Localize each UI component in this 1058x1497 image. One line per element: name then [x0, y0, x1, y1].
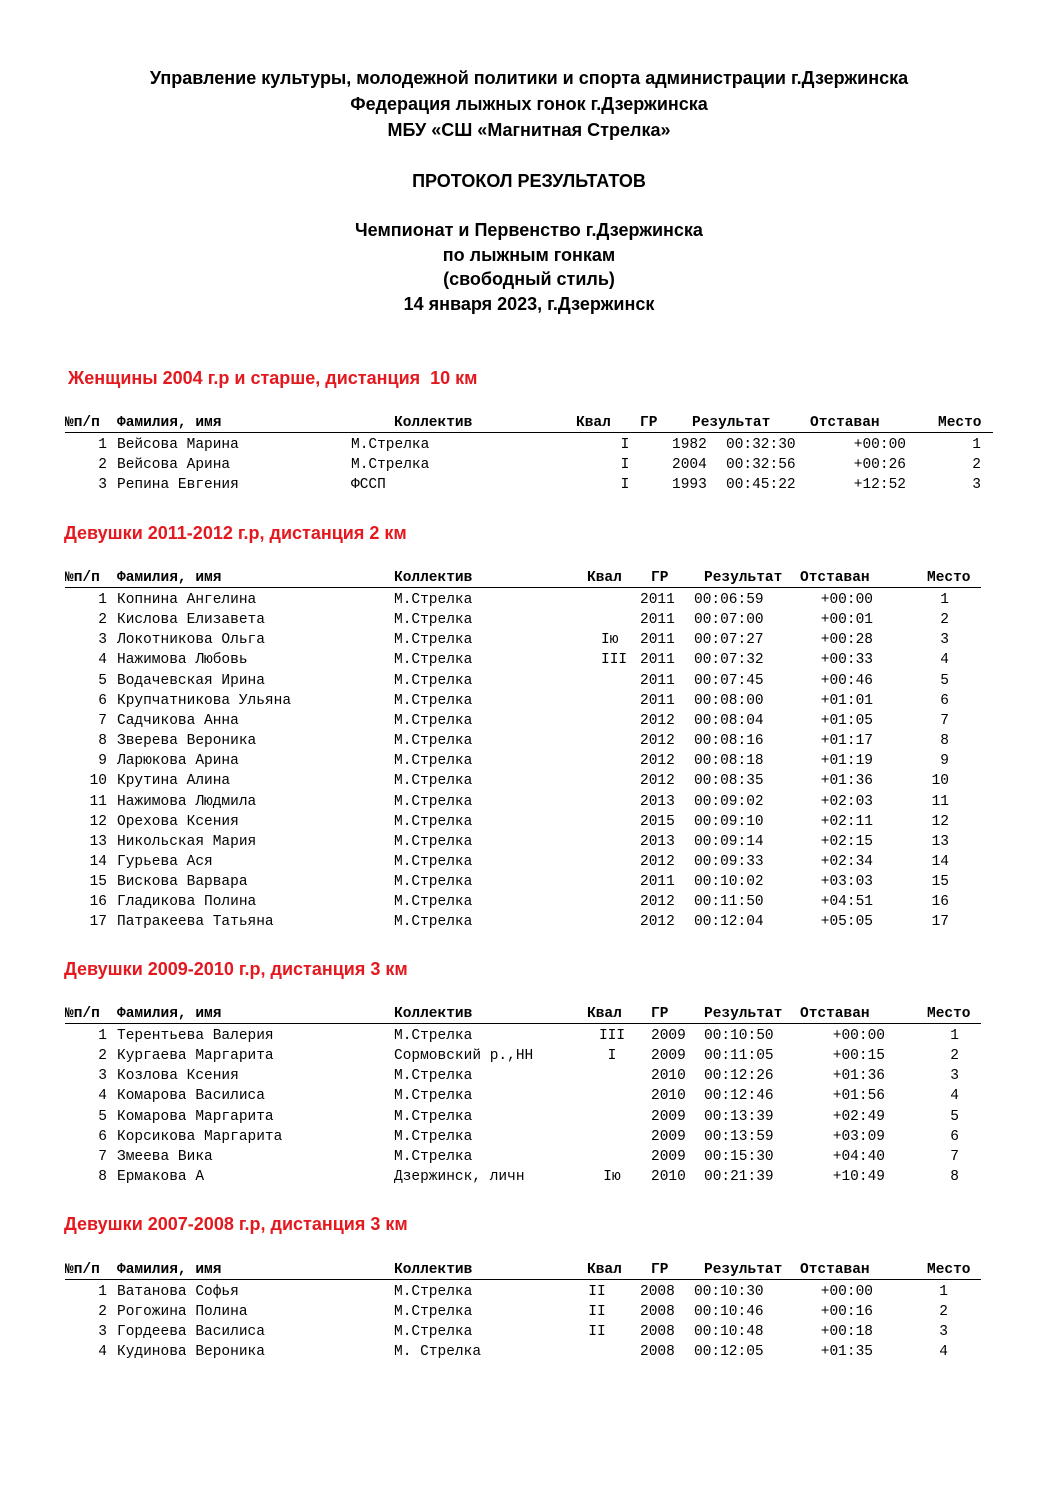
- cell-year: 1982: [672, 437, 707, 453]
- cell-year: 2012: [640, 773, 675, 790]
- cell-year: 2011: [640, 652, 675, 669]
- event-discipline: по лыжным гонкам: [442, 245, 616, 265]
- cell-gap: +01:36: [820, 773, 873, 790]
- cell-result: 00:09:10: [694, 813, 764, 830]
- cell-year: 2015: [640, 813, 675, 830]
- cell-place: 1: [939, 1284, 948, 1300]
- section-title: Девушки 2007-2008 г.р, дистанция 3 км: [64, 1214, 408, 1234]
- cell-name: Козлова Ксения: [117, 1068, 239, 1085]
- cell-name: Ермакова А: [117, 1169, 205, 1186]
- cell-name: Комарова Маргарита: [117, 1108, 274, 1125]
- cell-year: 2010: [651, 1088, 686, 1105]
- cell-team: М.Стрелка: [394, 692, 473, 709]
- cell-gap: +01:36: [832, 1068, 885, 1085]
- cell-place: 8: [950, 1169, 959, 1186]
- cell-year: 2009: [651, 1108, 686, 1125]
- cell-result: 00:10:02: [694, 874, 764, 891]
- cell-team: М.Стрелка: [394, 652, 473, 669]
- cell-num: 5: [98, 672, 107, 689]
- cell-result: 00:09:14: [694, 833, 764, 850]
- cell-place: 7: [950, 1148, 959, 1165]
- cell-qual: II: [588, 1304, 606, 1321]
- column-header-place: Место: [927, 1006, 971, 1022]
- cell-year: 2012: [640, 753, 675, 770]
- cell-num: 11: [89, 793, 107, 810]
- cell-year: 2011: [640, 672, 675, 689]
- cell-name: Ватанова Софья: [117, 1284, 239, 1300]
- cell-gap: +02:11: [820, 813, 873, 830]
- cell-name: Кислова Елизавета: [117, 612, 265, 629]
- column-header-result: Результат: [704, 1262, 783, 1278]
- cell-num: 5: [98, 1108, 107, 1125]
- column-header-qual: Квал: [576, 415, 611, 431]
- column-header-year: ГР: [640, 415, 658, 431]
- cell-name: Орехова Ксения: [117, 813, 239, 830]
- cell-gap: +00:00: [820, 1284, 873, 1300]
- cell-place: 2: [939, 1304, 948, 1321]
- column-header-result: Результат: [704, 570, 783, 586]
- cell-place: 10: [931, 773, 949, 790]
- cell-gap: +05:05: [820, 914, 873, 931]
- cell-num: 3: [98, 632, 107, 649]
- cell-result: 00:12:46: [704, 1088, 774, 1105]
- cell-place: 6: [940, 692, 949, 709]
- cell-year: 2008: [640, 1304, 675, 1321]
- section-title: Девушки 2011-2012 г.р, дистанция 2 км: [64, 523, 407, 543]
- cell-gap: +00:00: [832, 1028, 885, 1044]
- cell-team: М.Стрелка: [394, 1148, 473, 1165]
- cell-num: 16: [89, 894, 107, 911]
- cell-gap: +04:40: [832, 1148, 885, 1165]
- column-header-team: Коллектив: [394, 570, 473, 586]
- cell-num: 1: [98, 437, 107, 453]
- section-title: Женщины 2004 г.р и старше, дистанция 10 км: [68, 368, 478, 388]
- cell-gap: +04:51: [820, 894, 873, 911]
- cell-name: Локотникова Ольга: [117, 632, 265, 649]
- cell-place: 1: [972, 437, 981, 453]
- column-header-num: №п/п: [65, 415, 100, 431]
- cell-qual: Iю: [603, 1169, 621, 1186]
- cell-name: Гурьева Ася: [117, 853, 213, 870]
- cell-place: 5: [950, 1108, 959, 1125]
- cell-qual: I: [620, 477, 630, 494]
- cell-team: М.Стрелка: [394, 1028, 473, 1044]
- cell-name: Комарова Василиса: [117, 1088, 265, 1105]
- cell-team: М.Стрелка: [394, 592, 473, 608]
- cell-qual: Iю: [601, 632, 619, 649]
- cell-place: 4: [939, 1344, 948, 1361]
- column-header-num: №п/п: [65, 1262, 100, 1278]
- cell-num: 4: [98, 1088, 107, 1105]
- cell-name: Крупчатникова Ульяна: [117, 692, 292, 709]
- cell-gap: +00:28: [820, 632, 873, 649]
- cell-gap: +02:15: [820, 833, 873, 850]
- cell-result: 00:21:39: [704, 1169, 774, 1186]
- cell-year: 2013: [640, 833, 675, 850]
- cell-result: 00:12:04: [694, 914, 764, 931]
- column-header-result: Результат: [704, 1006, 783, 1022]
- cell-result: 00:11:05: [704, 1048, 774, 1065]
- cell-gap: +01:35: [820, 1344, 873, 1361]
- cell-name: Нажимова Людмила: [117, 793, 257, 810]
- cell-result: 00:10:30: [694, 1284, 764, 1300]
- cell-year: 2009: [651, 1128, 686, 1145]
- cell-team: М.Стрелка: [351, 457, 430, 474]
- cell-gap: +01:05: [820, 712, 873, 729]
- cell-result: 00:07:27: [694, 632, 764, 649]
- cell-num: 1: [98, 592, 107, 608]
- cell-gap: +00:00: [853, 437, 906, 453]
- cell-result: 00:10:48: [694, 1324, 764, 1341]
- cell-team: М.Стрелка: [394, 632, 473, 649]
- cell-result: 00:08:04: [694, 712, 764, 729]
- cell-num: 7: [98, 712, 107, 729]
- cell-result: 00:13:59: [704, 1128, 774, 1145]
- cell-place: 2: [950, 1048, 959, 1065]
- column-header-name: Фамилия, имя: [117, 1006, 222, 1022]
- cell-year: 2011: [640, 612, 675, 629]
- cell-team: М.Стрелка: [394, 1108, 473, 1125]
- cell-qual: I: [607, 1048, 617, 1065]
- column-header-team: Коллектив: [394, 415, 473, 431]
- cell-name: Вейсова Арина: [117, 457, 231, 474]
- cell-year: 2004: [672, 457, 707, 474]
- cell-year: 2011: [640, 692, 675, 709]
- cell-result: 00:32:30: [726, 437, 796, 453]
- cell-team: М.Стрелка: [394, 672, 473, 689]
- cell-year: 2008: [640, 1324, 675, 1341]
- cell-team: М.Стрелка: [394, 833, 473, 850]
- cell-result: 00:15:30: [704, 1148, 774, 1165]
- cell-place: 4: [950, 1088, 959, 1105]
- cell-result: 00:07:45: [694, 672, 764, 689]
- cell-gap: +00:15: [832, 1048, 885, 1065]
- column-header-place: Место: [938, 415, 982, 431]
- column-header-gap: Отставан: [800, 1262, 870, 1278]
- cell-gap: +00:18: [820, 1324, 873, 1341]
- cell-result: 00:07:32: [694, 652, 764, 669]
- cell-team: Сормовский р.,НН: [394, 1048, 534, 1065]
- column-header-team: Коллектив: [394, 1006, 473, 1022]
- cell-result: 00:10:46: [694, 1304, 764, 1321]
- cell-place: 1: [950, 1028, 959, 1044]
- cell-num: 2: [98, 1048, 107, 1065]
- cell-gap: +03:09: [832, 1128, 885, 1145]
- cell-gap: +00:46: [820, 672, 873, 689]
- cell-team: ФССП: [351, 477, 386, 494]
- event-title: Чемпионат и Первенство г.Дзержинска: [355, 220, 703, 240]
- cell-name: Вейсова Марина: [117, 437, 239, 453]
- cell-place: 16: [931, 894, 949, 911]
- cell-result: 00:06:59: [694, 592, 764, 608]
- cell-num: 3: [98, 477, 107, 494]
- cell-place: 4: [940, 652, 949, 669]
- cell-name: Садчикова Анна: [117, 712, 239, 729]
- cell-place: 13: [931, 833, 949, 850]
- cell-place: 15: [931, 874, 949, 891]
- cell-name: Никольская Мария: [117, 833, 257, 850]
- cell-gap: +00:26: [853, 457, 906, 474]
- cell-num: 4: [98, 1344, 107, 1361]
- cell-result: 00:07:00: [694, 612, 764, 629]
- cell-team: М.Стрелка: [394, 894, 473, 911]
- org-title: Управление культуры, молодежной политики и спорта администрации г.Дзержинска: [149, 68, 909, 88]
- cell-gap: +00:16: [820, 1304, 873, 1321]
- cell-team: М.Стрелка: [394, 1088, 473, 1105]
- cell-team: М.Стрелка: [394, 1304, 473, 1321]
- cell-place: 3: [972, 477, 981, 494]
- cell-num: 2: [98, 612, 107, 629]
- cell-place: 12: [931, 813, 949, 830]
- cell-year: 2012: [640, 733, 675, 750]
- cell-place: 3: [940, 632, 949, 649]
- column-header-result: Результат: [692, 415, 771, 431]
- cell-place: 7: [940, 712, 949, 729]
- cell-num: 10: [89, 773, 107, 790]
- cell-gap: +10:49: [832, 1169, 885, 1186]
- cell-gap: +01:56: [832, 1088, 885, 1105]
- cell-qual: II: [588, 1324, 606, 1341]
- cell-name: Зверева Вероника: [117, 733, 257, 750]
- cell-name: Гордеева Василиса: [117, 1324, 265, 1341]
- column-header-place: Место: [927, 1262, 971, 1278]
- event-style: (свободный стиль): [443, 269, 615, 289]
- cell-team: М.Стрелка: [394, 733, 473, 750]
- cell-num: 2: [98, 1304, 107, 1321]
- cell-name: Копнина Ангелина: [117, 592, 257, 608]
- cell-team: М.Стрелка: [394, 853, 473, 870]
- cell-year: 2010: [651, 1068, 686, 1085]
- column-header-year: ГР: [651, 1262, 669, 1278]
- column-header-year: ГР: [651, 1006, 669, 1022]
- column-header-team: Коллектив: [394, 1262, 473, 1278]
- cell-team: М.Стрелка: [394, 612, 473, 629]
- cell-year: 2010: [651, 1169, 686, 1186]
- cell-result: 00:12:05: [694, 1344, 764, 1361]
- cell-name: Змеева Вика: [117, 1148, 213, 1165]
- cell-name: Рогожина Полина: [117, 1304, 248, 1321]
- cell-team: М.Стрелка: [394, 1068, 473, 1085]
- column-header-year: ГР: [651, 570, 669, 586]
- cell-result: 00:08:00: [694, 692, 764, 709]
- cell-team: М.Стрелка: [394, 1284, 473, 1300]
- column-header-gap: Отставан: [810, 415, 880, 431]
- cell-num: 1: [98, 1284, 107, 1300]
- cell-place: 8: [940, 733, 949, 750]
- cell-team: М.Стрелка: [351, 437, 430, 453]
- cell-result: 00:12:26: [704, 1068, 774, 1085]
- cell-team: М.Стрелка: [394, 1128, 473, 1145]
- cell-team: М. Стрелка: [394, 1344, 482, 1361]
- cell-year: 2009: [651, 1148, 686, 1165]
- cell-num: 8: [98, 1169, 107, 1186]
- cell-name: Гладикова Полина: [117, 894, 257, 911]
- column-header-qual: Квал: [587, 1006, 622, 1022]
- cell-year: 2009: [651, 1048, 686, 1065]
- cell-name: Патракеева Татьяна: [117, 914, 274, 931]
- cell-qual: I: [620, 457, 630, 474]
- cell-year: 2012: [640, 914, 675, 931]
- cell-qual: I: [620, 437, 630, 453]
- federation-title: Федерация лыжных гонок г.Дзержинска: [350, 94, 708, 114]
- cell-result: 00:13:39: [704, 1108, 774, 1125]
- cell-place: 2: [940, 612, 949, 629]
- event-date-place: 14 января 2023, г.Дзержинск: [403, 294, 655, 314]
- cell-name: Кудинова Вероника: [117, 1344, 265, 1361]
- column-header-gap: Отставан: [800, 570, 870, 586]
- cell-result: 00:45:22: [726, 477, 796, 494]
- cell-name: Ларюкова Арина: [117, 753, 239, 770]
- column-header-name: Фамилия, имя: [117, 415, 222, 431]
- cell-year: 2011: [640, 632, 675, 649]
- cell-team: Дзержинск, личн: [394, 1169, 525, 1186]
- cell-num: 8: [98, 733, 107, 750]
- cell-num: 3: [98, 1068, 107, 1085]
- cell-num: 6: [98, 692, 107, 709]
- cell-team: М.Стрелка: [394, 712, 473, 729]
- cell-num: 4: [98, 652, 107, 669]
- cell-name: Терентьева Валерия: [117, 1028, 274, 1044]
- cell-gap: +02:03: [820, 793, 873, 810]
- cell-team: М.Стрелка: [394, 1324, 473, 1341]
- school-title: МБУ «СШ «Магнитная Стрелка»: [387, 120, 671, 140]
- cell-name: Репина Евгения: [117, 477, 239, 494]
- cell-gap: +12:52: [853, 477, 906, 494]
- cell-gap: +01:19: [820, 753, 873, 770]
- cell-result: 00:08:18: [694, 753, 764, 770]
- cell-result: 00:11:50: [694, 894, 764, 911]
- cell-qual: III: [598, 1028, 626, 1044]
- cell-place: 3: [950, 1068, 959, 1085]
- cell-num: 13: [89, 833, 107, 850]
- cell-num: 12: [89, 813, 107, 830]
- cell-result: 00:08:35: [694, 773, 764, 790]
- cell-num: 3: [98, 1324, 107, 1341]
- cell-year: 2008: [640, 1344, 675, 1361]
- cell-num: 1: [98, 1028, 107, 1044]
- cell-team: М.Стрелка: [394, 773, 473, 790]
- cell-name: Нажимова Любовь: [117, 652, 248, 669]
- cell-gap: +02:49: [832, 1108, 885, 1125]
- column-header-qual: Квал: [587, 570, 622, 586]
- cell-result: 00:08:16: [694, 733, 764, 750]
- cell-year: 2011: [640, 592, 675, 608]
- cell-place: 5: [940, 672, 949, 689]
- column-header-num: №п/п: [65, 570, 100, 586]
- cell-year: 2013: [640, 793, 675, 810]
- cell-gap: +01:01: [820, 692, 873, 709]
- cell-result: 00:32:56: [726, 457, 796, 474]
- cell-place: 6: [950, 1128, 959, 1145]
- cell-team: М.Стрелка: [394, 813, 473, 830]
- cell-team: М.Стрелка: [394, 793, 473, 810]
- protocol-title: ПРОТОКОЛ РЕЗУЛЬТАТОВ: [412, 171, 646, 191]
- cell-year: 2011: [640, 874, 675, 891]
- cell-num: 6: [98, 1128, 107, 1145]
- cell-place: 11: [931, 793, 949, 810]
- cell-year: 2012: [640, 853, 675, 870]
- cell-result: 00:09:02: [694, 793, 764, 810]
- column-header-num: №п/п: [65, 1006, 100, 1022]
- cell-gap: +03:03: [820, 874, 873, 891]
- cell-team: М.Стрелка: [394, 874, 473, 891]
- cell-gap: +01:17: [820, 733, 873, 750]
- section-title: Девушки 2009-2010 г.р, дистанция 3 км: [64, 959, 408, 979]
- cell-year: 2009: [651, 1028, 686, 1044]
- column-header-name: Фамилия, имя: [117, 570, 222, 586]
- cell-name: Корсикова Маргарита: [117, 1128, 283, 1145]
- cell-team: М.Стрелка: [394, 914, 473, 931]
- cell-qual: III: [601, 652, 628, 669]
- cell-place: 14: [931, 853, 949, 870]
- cell-result: 00:10:50: [704, 1028, 774, 1044]
- cell-num: 9: [98, 753, 107, 770]
- cell-name: Кургаева Маргарита: [117, 1048, 274, 1065]
- cell-gap: +00:00: [820, 592, 873, 608]
- cell-name: Водачевская Ирина: [117, 672, 265, 689]
- cell-num: 2: [98, 457, 107, 474]
- column-header-qual: Квал: [587, 1262, 622, 1278]
- cell-gap: +02:34: [820, 853, 873, 870]
- cell-year: 2012: [640, 712, 675, 729]
- cell-name: Вискова Варвара: [117, 874, 248, 891]
- cell-place: 2: [972, 457, 981, 474]
- cell-team: М.Стрелка: [394, 753, 473, 770]
- column-header-place: Место: [927, 570, 971, 586]
- cell-num: 17: [89, 914, 107, 931]
- column-header-gap: Отставан: [800, 1006, 870, 1022]
- cell-year: 2012: [640, 894, 675, 911]
- cell-year: 2008: [640, 1284, 675, 1300]
- cell-qual: II: [588, 1284, 606, 1300]
- cell-num: 7: [98, 1148, 107, 1165]
- cell-place: 1: [940, 592, 949, 608]
- cell-num: 15: [89, 874, 107, 891]
- column-header-name: Фамилия, имя: [117, 1262, 222, 1278]
- cell-year: 1993: [672, 477, 707, 494]
- cell-place: 3: [939, 1324, 948, 1341]
- cell-place: 9: [940, 753, 949, 770]
- cell-gap: +00:01: [820, 612, 873, 629]
- cell-gap: +00:33: [820, 652, 873, 669]
- cell-result: 00:09:33: [694, 853, 764, 870]
- cell-num: 14: [89, 853, 107, 870]
- cell-name: Крутина Алина: [117, 773, 231, 790]
- cell-place: 17: [931, 914, 949, 931]
